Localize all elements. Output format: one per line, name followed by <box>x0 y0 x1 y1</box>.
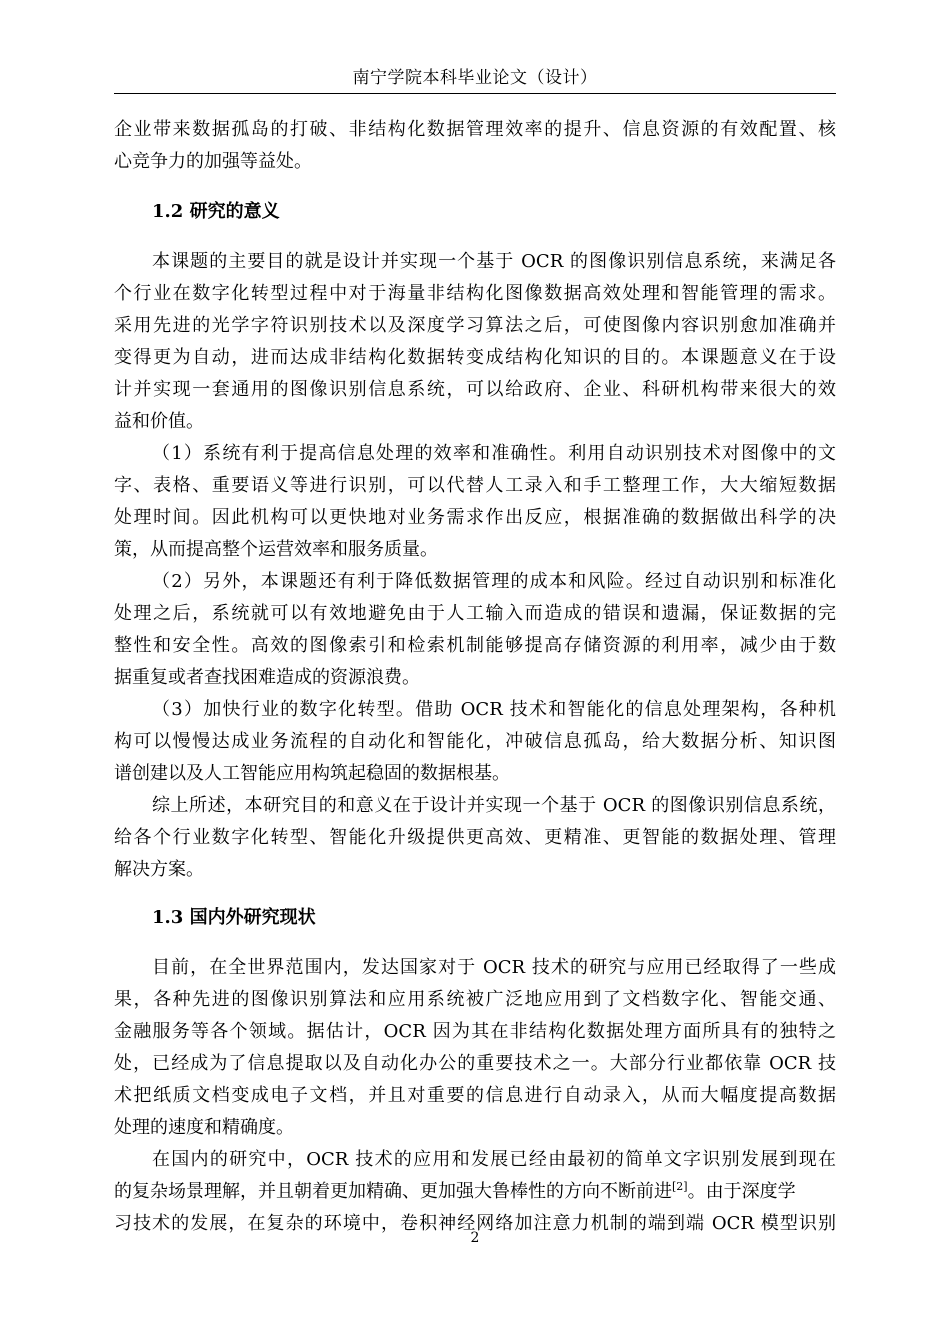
paragraph-line-with-citation <box>114 1176 836 1208</box>
paragraph-line: 变得更为自动，进而达成非结构化数据转变成结构化知识的目的。本课题意义在于设 <box>114 347 836 368</box>
paragraph-line: 综上所述，本研究目的和意义在于设计并实现一个基于 OCR 的图像识别信息系统， <box>152 795 836 816</box>
paragraph-line: 处理之后，系统就可以有效地避免由于人工输入而造成的错误和遗漏，保证数据的完 <box>114 603 836 624</box>
page-number: 2 <box>470 1230 480 1246</box>
running-header: 南宁学院本科毕业论文（设计） <box>352 68 598 88</box>
paragraph-line: 处理的速度和精确度。 <box>114 1117 294 1138</box>
paragraph-line: 谱创建以及人工智能应用构筑起稳固的数据根基。 <box>114 763 510 784</box>
paragraph-line: 构可以慢慢达成业务流程的自动化和智能化，冲破信息孤岛，给大数据分析、知识图 <box>114 731 836 752</box>
paragraph-line: 解决方案。 <box>114 859 204 880</box>
paragraph-line: 在国内的研究中，OCR 技术的应用和发展已经由最初的简单文字识别发展到现在 <box>152 1149 836 1170</box>
section-heading-1-2: 1.2 研究的意义 <box>152 201 280 222</box>
paragraph-line: 益和价值。 <box>114 411 204 432</box>
paragraph-line: 本课题的主要目的就是设计并实现一个基于 OCR 的图像识别信息系统，来满足各 <box>152 251 836 272</box>
paragraph-line: 字、表格、重要语义等进行识别，可以代替人工录入和手工整理工作，大大缩短数据 <box>114 475 836 496</box>
paragraph-line: 整性和安全性。高效的图像索引和检索机制能够提高存储资源的利用率，减少由于数 <box>114 635 836 656</box>
citation-marker: [2] <box>672 1180 688 1193</box>
paragraph-line: 果，各种先进的图像识别算法和应用系统被广泛地应用到了文档数字化、智能交通、 <box>114 989 836 1010</box>
section-heading-1-3: 1.3 国内外研究现状 <box>152 907 316 928</box>
paragraph-line: 计并实现一套通用的图像识别信息系统，可以给政府、企业、科研机构带来很大的效 <box>114 379 836 400</box>
paragraph-line: 策，从而提高整个运营效率和服务质量。 <box>114 539 438 560</box>
line-text: 的复杂场景理解，并且朝着更加精确、更加强大鲁棒性的方向不断前进 <box>114 1181 672 1202</box>
paragraph-line: 术把纸质文档变成电子文档，并且对重要的信息进行自动录入，从而大幅度提高数据 <box>114 1085 836 1106</box>
paragraph-line: 处，已经成为了信息提取以及自动化办公的重要技术之一。大部分行业都依靠 OCR 技 <box>114 1053 836 1074</box>
paragraph-line: （2）另外，本课题还有利于降低数据管理的成本和风险。经过自动识别和标准化 <box>152 571 836 592</box>
paragraph-line: 企业带来数据孤岛的打破、非结构化数据管理效率的提升、信息资源的有效配置、核 <box>114 119 836 140</box>
paragraph-line: 个行业在数字化转型过程中对于海量非结构化图像数据高效处理和智能管理的需求。 <box>114 283 836 304</box>
line-text: 。由于深度学 <box>687 1181 796 1202</box>
paragraph-line: 据重复或者查找困难造成的资源浪费。 <box>114 667 420 688</box>
header-rule <box>114 93 836 94</box>
paragraph-line: 习技术的发展，在复杂的环境中，卷积神经网络加注意力机制的端到端 OCR 模型识别 <box>114 1213 836 1234</box>
paragraph-line: （3）加快行业的数字化转型。借助 OCR 技术和智能化的信息处理架构，各种机 <box>152 699 836 720</box>
paragraph-line: 金融服务等各个领域。据估计，OCR 因为其在非结构化数据处理方面所具有的独特之 <box>114 1021 836 1042</box>
paragraph-line: 目前，在全世界范围内，发达国家对于 OCR 技术的研究与应用已经取得了一些成 <box>152 957 836 978</box>
paragraph-line: 心竞争力的加强等益处。 <box>114 151 312 172</box>
paragraph-line: 采用先进的光学字符识别技术以及深度学习算法之后，可使图像内容识别愈加准确并 <box>114 315 836 336</box>
paragraph-line: 给各个行业数字化转型、智能化升级提供更高效、更精准、更智能的数据处理、管理 <box>114 827 836 848</box>
paragraph-line: 处理时间。因此机构可以更快地对业务需求作出反应，根据准确的数据做出科学的决 <box>114 507 836 528</box>
paragraph-line: （1）系统有利于提高信息处理的效率和准确性。利用自动识别技术对图像中的文 <box>152 443 836 464</box>
